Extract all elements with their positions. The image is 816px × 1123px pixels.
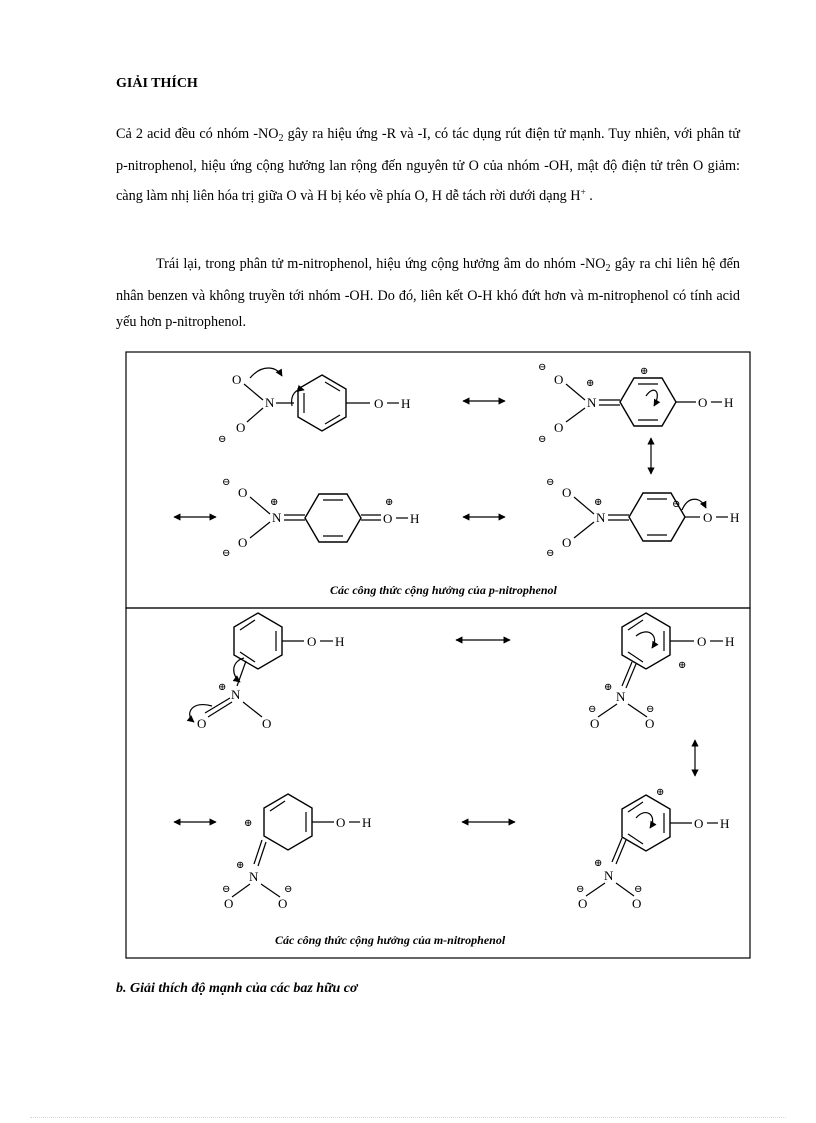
svg-text:N: N <box>231 687 241 702</box>
svg-text:N: N <box>616 689 626 704</box>
svg-text:O: O <box>224 896 234 911</box>
svg-text:O: O <box>238 535 248 550</box>
svg-text:H: H <box>401 396 411 411</box>
meta-structure-1 <box>190 613 345 731</box>
svg-text:O: O <box>336 815 346 830</box>
svg-text:H: H <box>725 634 735 649</box>
svg-text:⊖: ⊖ <box>284 884 293 895</box>
svg-text:⊖: ⊖ <box>546 477 555 488</box>
svg-text:⊖: ⊖ <box>588 704 597 715</box>
svg-text:⊕: ⊕ <box>586 378 595 389</box>
svg-text:N: N <box>249 869 259 884</box>
svg-text:⊕: ⊕ <box>656 787 665 798</box>
section-b-heading: b. Giải thích độ mạnh của các baz hữu cơ <box>116 981 358 996</box>
svg-text:N: N <box>604 868 614 883</box>
svg-text:⊕: ⊕ <box>270 497 279 508</box>
svg-text:O: O <box>632 896 642 911</box>
panel-para-frame <box>126 352 750 608</box>
svg-text:⊖: ⊖ <box>672 499 681 510</box>
svg-text:⊕: ⊕ <box>604 682 613 693</box>
svg-text:O: O <box>590 716 600 731</box>
svg-text:⊕: ⊕ <box>385 497 394 508</box>
svg-text:H: H <box>410 511 420 526</box>
svg-text:N: N <box>272 510 282 525</box>
section-heading: GIẢI THÍCH <box>116 76 198 91</box>
svg-text:O: O <box>562 485 572 500</box>
svg-text:O: O <box>703 510 713 525</box>
svg-text:O: O <box>554 420 564 435</box>
svg-text:O: O <box>374 396 384 411</box>
svg-text:O: O <box>236 420 246 435</box>
para-structure-4 <box>546 477 739 559</box>
svg-text:H: H <box>730 510 740 525</box>
svg-text:⊖: ⊖ <box>576 884 585 895</box>
meta-structure-2 <box>588 613 734 731</box>
paragraph-1: Cả 2 acid đều có nhóm $-NO_2$ gây ra hiệu ứng -R và -I, có tác dụng rút điện tử mạnh. Tuy nhiên, với phân tử p-nitrophenol, hiệu ứng cộng hưởng lan rộng đến nguyên tử O của nhóm -OH, mật độ điện tử trên O giảm: càng làm nhị liên hóa trị giữa O và H bị kéo về phía O, H dễ tách rời dưới dạng H+ . <box>116 126 740 204</box>
svg-text:⊕: ⊕ <box>678 660 687 671</box>
svg-text:⊖: ⊖ <box>222 884 231 895</box>
svg-text:⊖: ⊖ <box>222 548 231 559</box>
svg-text:O: O <box>698 395 708 410</box>
svg-text:⊖: ⊖ <box>218 434 227 445</box>
svg-text:O: O <box>278 896 288 911</box>
para-structure-1 <box>218 368 410 445</box>
svg-text:O: O <box>232 372 242 387</box>
svg-text:O: O <box>694 816 704 831</box>
svg-text:⊖: ⊖ <box>634 884 643 895</box>
meta-structure-4 <box>576 787 729 911</box>
para-structure-2 <box>538 362 733 445</box>
svg-text:O: O <box>238 485 248 500</box>
svg-text:⊕: ⊕ <box>218 682 227 693</box>
panel-meta-frame <box>126 608 750 958</box>
svg-text:⊕: ⊕ <box>594 858 603 869</box>
svg-text:O: O <box>383 511 393 526</box>
svg-text:O: O <box>578 896 588 911</box>
svg-text:⊖: ⊖ <box>546 548 555 559</box>
svg-text:N: N <box>596 510 606 525</box>
meta-structure-3 <box>174 794 371 911</box>
svg-text:⊕: ⊕ <box>236 860 245 871</box>
page-bottom-rule <box>30 1117 786 1118</box>
svg-text:O: O <box>554 372 564 387</box>
svg-text:⊕: ⊕ <box>244 818 253 829</box>
svg-text:⊖: ⊖ <box>222 477 231 488</box>
svg-text:O: O <box>307 634 317 649</box>
svg-text:⊖: ⊖ <box>538 362 547 373</box>
svg-text:H: H <box>362 815 372 830</box>
svg-text:O: O <box>197 716 207 731</box>
svg-text:N: N <box>265 395 275 410</box>
svg-text:⊖: ⊖ <box>538 434 547 445</box>
svg-text:⊖: ⊖ <box>646 704 655 715</box>
svg-text:H: H <box>724 395 734 410</box>
svg-text:O: O <box>697 634 707 649</box>
svg-text:⊕: ⊕ <box>594 497 603 508</box>
caption-meta: Các công thức cộng hưởng của m-nitrophenol <box>275 933 506 947</box>
svg-text:O: O <box>562 535 572 550</box>
svg-text:H: H <box>720 816 730 831</box>
para-structure-3 <box>174 477 419 559</box>
caption-para: Các công thức cộng hưởng của p-nitrophenol <box>330 583 557 597</box>
svg-text:O: O <box>262 716 272 731</box>
svg-text:N: N <box>587 395 597 410</box>
paragraph-2: Trái lại, trong phân tử m-nitrophenol, hiệu ứng cộng hưởng âm do nhóm $-NO_2$ gây ra chỉ liên hệ đến nhân benzen và không truyền tới nhóm -OH. Do đó, liên kết O-H khó đứt hơn và m-nitrophenol có tính acid yếu hơn p-nitrophenol. <box>116 256 740 330</box>
svg-text:H: H <box>335 634 345 649</box>
svg-text:⊕: ⊕ <box>640 366 649 377</box>
svg-text:O: O <box>645 716 655 731</box>
